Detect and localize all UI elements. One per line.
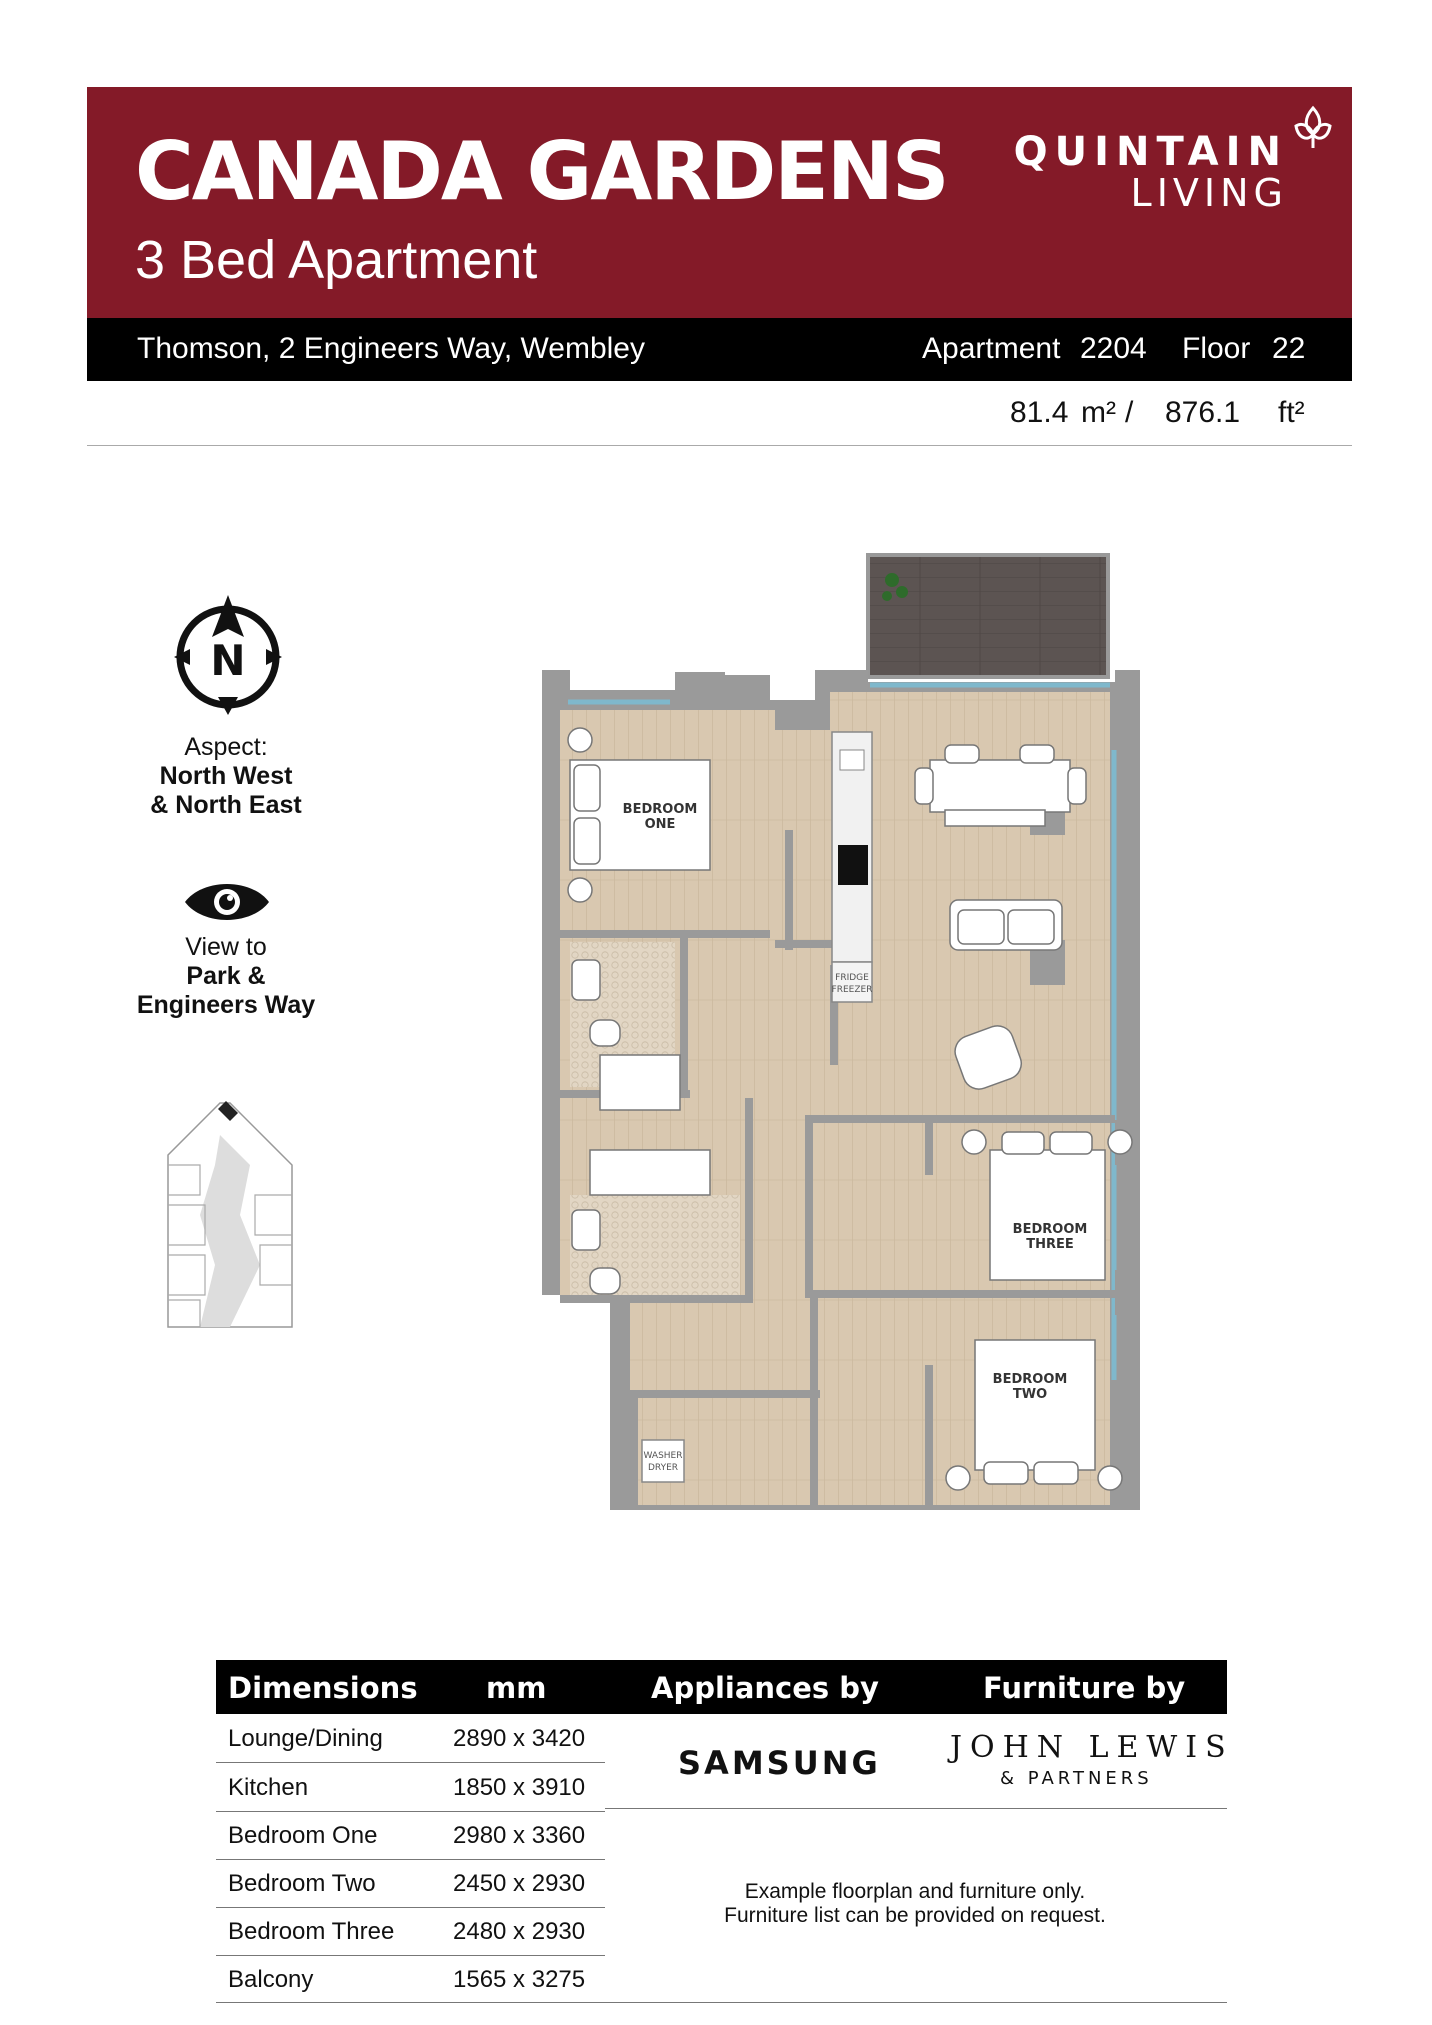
table-row [216, 1907, 605, 1956]
development-title: CANADA GARDENS [135, 125, 948, 218]
eye-icon [183, 878, 271, 926]
bedroom-one-label-2: ONE [644, 817, 676, 832]
row-value: 1565 x 3275 [453, 1966, 586, 1993]
john-lewis-logo: JOHN LEWIS [950, 1730, 1234, 1765]
john-lewis-sub: & PARTNERS [1000, 1768, 1153, 1789]
header-appliances: Appliances by [651, 1671, 879, 1705]
aspect-label: Aspect: [184, 733, 268, 761]
header-banner [87, 87, 1352, 318]
row-name: Bedroom Three [228, 1918, 395, 1945]
table-row [216, 1811, 605, 1860]
disclaimer-note [620, 1880, 1210, 1928]
area-ft2-unit: ft² [1278, 396, 1305, 429]
brand-name: QUINTAIN [1013, 129, 1288, 175]
table-header [216, 1660, 1227, 1714]
apartment-type: 3 Bed Apartment [135, 230, 538, 290]
divider [605, 1808, 1227, 1809]
note-line1: Example floorplan and furniture only. [744, 1880, 1086, 1903]
table-row [216, 1763, 605, 1812]
view-block [96, 933, 356, 1020]
row-value: 2450 x 2930 [453, 1870, 586, 1897]
floor-plan [530, 550, 1190, 1510]
header-furniture: Furniture by [983, 1671, 1186, 1705]
bedroom-three-label-1: BEDROOM [1012, 1222, 1088, 1237]
divider [87, 445, 1352, 446]
bedroom-two-label-2: TWO [1012, 1387, 1048, 1402]
compass-icon [172, 593, 284, 715]
washer-label-1: WASHER [643, 1451, 683, 1461]
view-line1: Park & [186, 962, 266, 990]
quintain-logo-icon [1290, 104, 1336, 150]
area-m2: 81.4 [1010, 396, 1069, 429]
row-value: 2890 x 3420 [453, 1725, 586, 1752]
sofa [950, 900, 1062, 950]
row-value: 2980 x 3360 [453, 1822, 586, 1849]
row-value: 2480 x 2930 [453, 1918, 586, 1945]
bedroom-three-label-2: THREE [1026, 1237, 1074, 1252]
bedroom-one-label-1: BEDROOM [622, 802, 698, 817]
bedroom-two-label-1: BEDROOM [992, 1372, 1068, 1387]
view-line2: Engineers Way [136, 991, 316, 1019]
table-row [216, 1714, 605, 1763]
fridge-label-1: FRIDGE [835, 973, 869, 983]
washer-label-2: DRYER [647, 1463, 679, 1473]
row-name: Lounge/Dining [228, 1725, 383, 1752]
apartment-label: Apartment [922, 332, 1061, 365]
compass-letter: N [210, 636, 246, 685]
header-dimensions: Dimensions [228, 1671, 418, 1705]
fridge-label-2: FREEZER [831, 985, 873, 995]
area-ft2: 876.1 [1165, 396, 1241, 429]
area-separator: / [1125, 396, 1134, 429]
table-row [216, 1859, 605, 1908]
table-row [216, 1955, 605, 2003]
view-label: View to [185, 933, 267, 961]
header-mm: mm [486, 1671, 547, 1705]
address: Thomson, 2 Engineers Way, Wembley [137, 332, 645, 365]
key-plan [160, 1095, 300, 1335]
divider [216, 2002, 1227, 2003]
aspect-block [96, 733, 356, 820]
address-bar [87, 318, 1352, 381]
apartment-number: 2204 [1080, 332, 1147, 365]
row-name: Balcony [228, 1966, 314, 1993]
aspect-line1: North West [159, 762, 293, 790]
samsung-logo: SAMSUNG [678, 1744, 881, 1782]
note-line2: Furniture list can be provided on request. [724, 1904, 1106, 1927]
floor-number: 22 [1272, 332, 1306, 365]
row-value: 1850 x 3910 [453, 1774, 586, 1801]
aspect-line2: & North East [150, 791, 302, 819]
floor-label: Floor [1182, 332, 1251, 365]
row-name: Bedroom Two [228, 1870, 376, 1897]
area-m2-unit: m² [1081, 396, 1116, 429]
row-name: Bedroom One [228, 1822, 378, 1849]
row-name: Kitchen [228, 1774, 309, 1801]
brand-sub: LIVING [1130, 171, 1288, 215]
